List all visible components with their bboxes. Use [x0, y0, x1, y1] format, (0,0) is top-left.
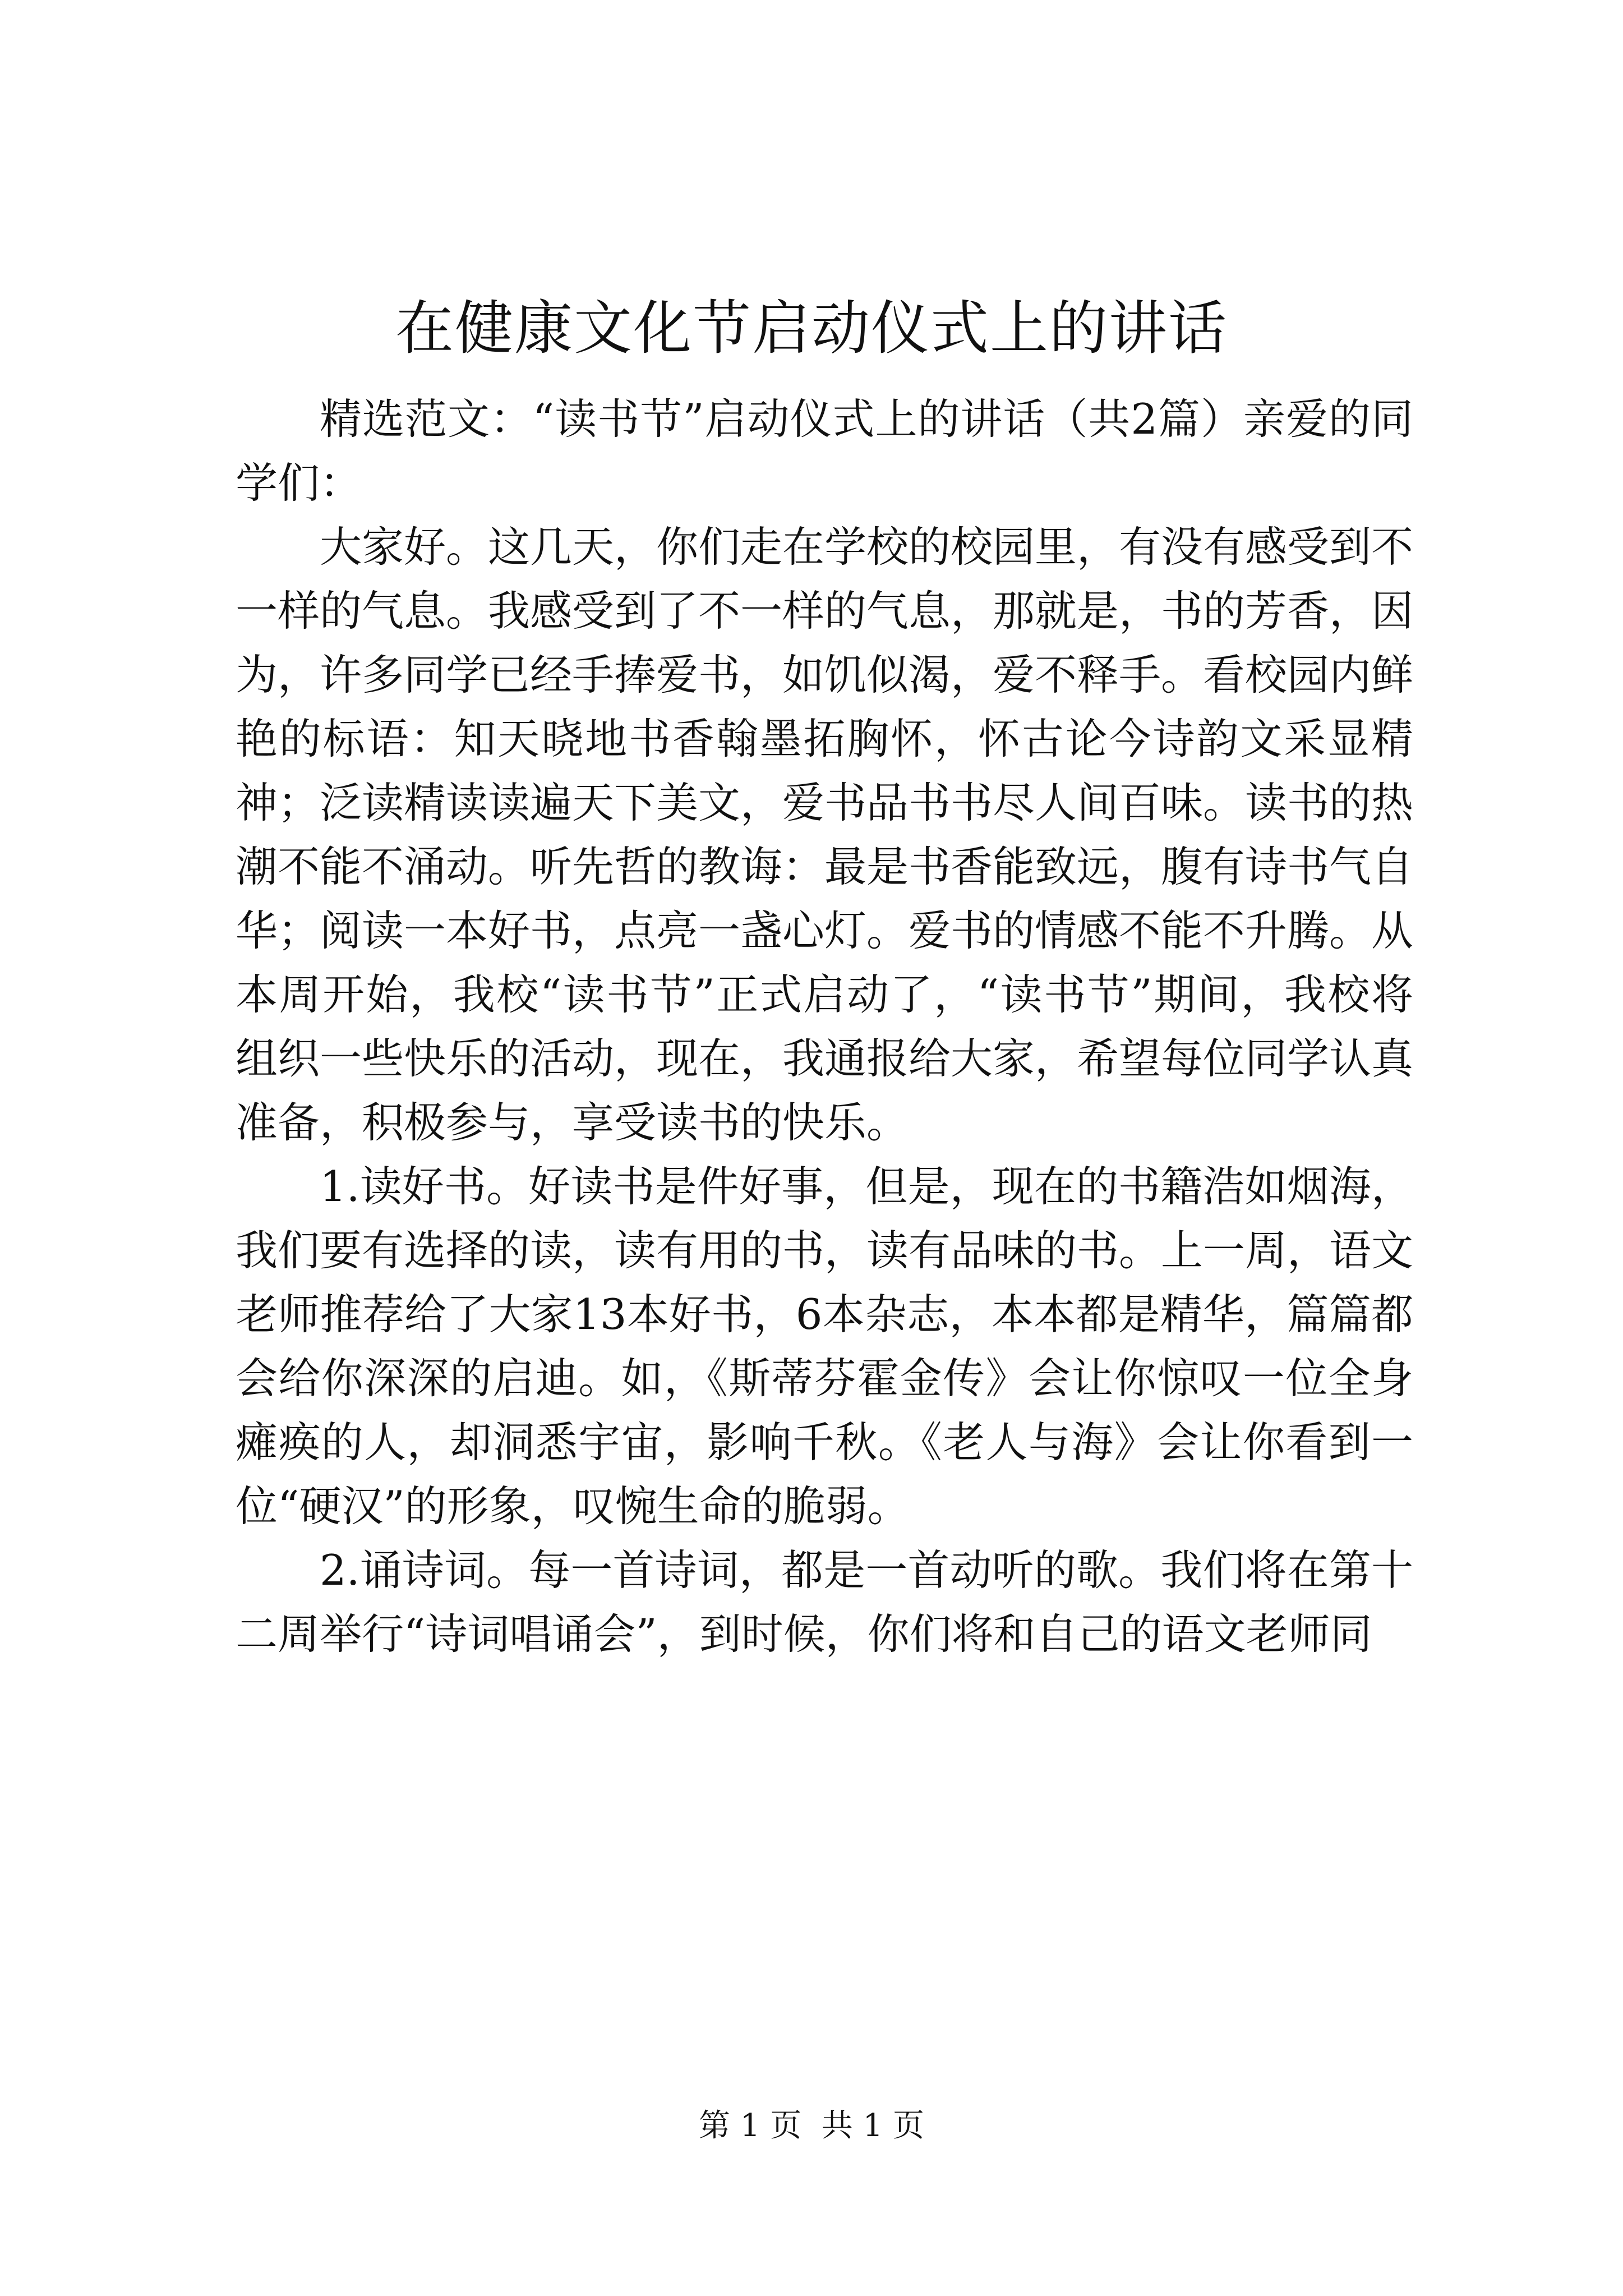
paragraph-greeting: 大家好。这几天，你们走在学校的校园里，有没有感受到不一样的气息。我感受到了不一样的气息，那就是，书的芳香，因为，许多同学已经手捧爱书，如饥似渴，爱不释手。看校园内鲜艳的标语：知天晓地书香翰墨拓胸怀，怀古论今诗韵文采显精神；泛读精读读遍天下美文，爱书品书书尽人间百味。读书的热潮不能不涌动。听先哲的教诲：最是书香能致远，腹有诗书气自华；阅读一本好书，点亮一盏心灯。爱书的情感不能不升腾。从本周开始，我校“读书节”正式启动了，“读书节”期间，我校将组织一些快乐的活动，现在，我通报给大家，希望每位同学认真准备，积极参与，享受读书的快乐。	[236, 522, 1414, 1147]
page-number-footer: 第 1 页 共 1 页	[698, 2108, 925, 2144]
paragraph-item-2: 2.诵诗词。每一首诗词，都是一首动听的歌。我们将在第十二周举行“诗词唱诵会”，到时候，你们将和自己的语文老师同	[236, 1545, 1413, 1659]
document-body	[236, 387, 1413, 1666]
paragraph-item-1: 1.读好书。好读书是件好事，但是，现在的书籍浩如烟海，我们要有选择的读，读有用的书，读有品味的书。上一周，语文老师推荐给了大家13本好书，6本杂志，本本都是精华，篇篇都会给你深深的启迪。如，《斯蒂芬霍金传》会让你惊叹一位全身瘫痪的人，却洞悉宇宙，影响千秋。《老人与海》会让你看到一位“硬汉”的形象，叹惋生命的脆弱。	[236, 1162, 1414, 1531]
document-title: 在健康文化节启动仪式上的讲话	[395, 294, 1228, 362]
paragraph-intro: 精选范文：“读书节”启动仪式上的讲话（共2篇）亲爱的同学们：	[236, 394, 1413, 508]
